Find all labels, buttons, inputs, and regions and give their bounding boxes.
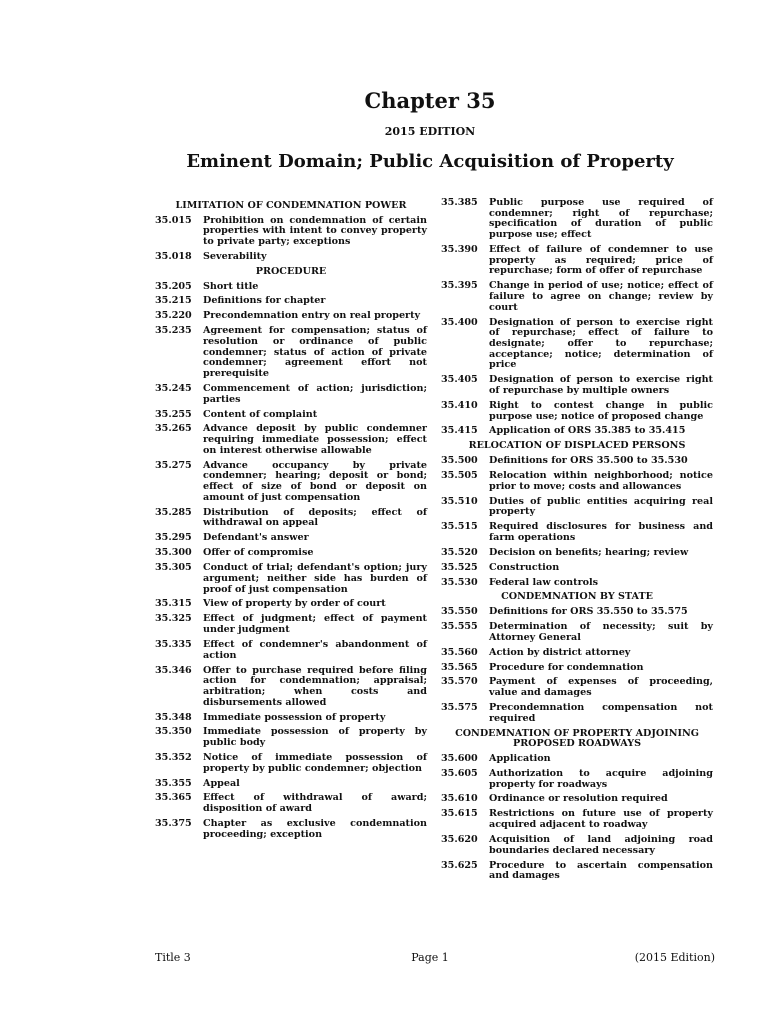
section-number: 35.365 bbox=[155, 792, 192, 804]
section-number: 35.390 bbox=[441, 244, 478, 255]
section-number: 35.346 bbox=[155, 664, 192, 676]
section-title: Restrictions on future use of property acquired adjacent to roadway bbox=[489, 808, 713, 831]
toc-entry bbox=[441, 426, 713, 437]
section-title: Procedure for condemnation bbox=[489, 661, 644, 673]
section-number: 35.295 bbox=[155, 532, 192, 544]
section-number: 35.615 bbox=[441, 808, 478, 820]
section-number: 35.305 bbox=[155, 562, 192, 574]
section-number: 35.505 bbox=[441, 469, 478, 481]
right-column bbox=[441, 198, 713, 886]
left-column bbox=[155, 198, 427, 845]
section-title: Duties of public entities acquiring real property bbox=[489, 495, 713, 518]
footer-page: Page 1 bbox=[411, 951, 449, 964]
section-title: Advance occupancy by private condemner; hearing; deposit or bond; effect of size of bond or deposit on amount of just compensation bbox=[203, 459, 427, 503]
toc-entry bbox=[155, 753, 427, 774]
section-title: Short title bbox=[203, 280, 259, 292]
toc-entry bbox=[155, 461, 427, 504]
section-title: Chapter as exclusive condemnation proceeding; exception bbox=[203, 818, 427, 840]
section-title: Decision on benefits; hearing; review bbox=[489, 546, 689, 558]
section-number: 35.515 bbox=[441, 521, 478, 533]
toc-entry bbox=[155, 424, 427, 456]
section-number: 35.275 bbox=[155, 459, 192, 471]
section-title: Definitions for ORS 35.550 to 35.575 bbox=[489, 606, 688, 618]
toc-entry bbox=[155, 563, 427, 595]
toc-entry bbox=[441, 835, 713, 856]
toc-entry bbox=[441, 677, 713, 698]
toc-entry bbox=[155, 326, 427, 380]
section-number: 35.300 bbox=[155, 547, 192, 559]
toc-entry bbox=[441, 794, 713, 805]
section-number: 35.375 bbox=[155, 818, 192, 830]
section-title: Offer of compromise bbox=[203, 547, 314, 559]
section-number: 35.550 bbox=[441, 606, 478, 618]
section-title: Conduct of trial; defendant's option; jury argument; neither side has burden of proof of just compensation bbox=[203, 562, 427, 595]
toc-entry bbox=[155, 727, 427, 748]
section-heading: CONDEMNATION BY STATE bbox=[501, 591, 653, 603]
toc-entry bbox=[155, 252, 427, 263]
section-number: 35.575 bbox=[441, 701, 478, 713]
toc-entry bbox=[441, 563, 713, 574]
section-title: Advance deposit by public condemner requiring immediate possession; effect on interest otherwise allowable bbox=[203, 423, 427, 456]
section-title: Ordinance or resolution required bbox=[489, 793, 668, 805]
toc-entry bbox=[155, 640, 427, 661]
section-number: 35.352 bbox=[155, 751, 192, 763]
section-number: 35.500 bbox=[441, 455, 478, 467]
section-heading: RELOCATION OF DISPLACED PERSONS bbox=[468, 440, 686, 452]
section-number: 35.385 bbox=[441, 197, 478, 208]
edition-label: 2015 EDITION bbox=[384, 125, 476, 138]
section-number: 35.620 bbox=[441, 833, 478, 845]
toc-entry bbox=[441, 375, 713, 396]
toc-entry bbox=[155, 793, 427, 814]
toc-entry bbox=[155, 713, 427, 724]
section-title: Construction bbox=[489, 561, 560, 573]
section-title: View of property by order of court bbox=[203, 598, 386, 610]
footer-title: Title 3 bbox=[155, 951, 191, 964]
section-title: Required disclosures for business and farm operations bbox=[489, 521, 713, 543]
section-number: 35.410 bbox=[441, 399, 478, 411]
section-number: 35.235 bbox=[155, 325, 192, 337]
section-title: Notice of immediate possession of property by public condemner; objection bbox=[203, 751, 427, 774]
section-title: Prohibition on condemnation of certain properties with intent to convey property to private party; exceptions bbox=[203, 214, 427, 248]
toc-entry bbox=[441, 548, 713, 559]
toc-entry bbox=[441, 622, 713, 643]
section-title: Designation of person to exercise right of repurchase; effect of failure to designate; offer to repurchase; acceptance; notice; determination of price bbox=[489, 316, 713, 371]
toc-entry bbox=[441, 809, 713, 830]
toc-entry bbox=[441, 703, 713, 724]
toc-entry bbox=[441, 663, 713, 674]
toc-entry bbox=[441, 281, 713, 313]
section-number: 35.285 bbox=[155, 506, 192, 518]
toc-entry bbox=[155, 296, 427, 307]
section-title: Precondemnation compensation not required bbox=[489, 701, 713, 724]
section-title: Authorization to acquire adjoining property for roadways bbox=[489, 767, 713, 790]
section-title: Application of ORS 35.385 to 35.415 bbox=[489, 425, 686, 437]
toc-entry bbox=[155, 508, 427, 529]
toc-entry bbox=[441, 198, 713, 241]
toc-entry bbox=[155, 311, 427, 322]
section-title: Effect of condemner's abandonment of action bbox=[203, 638, 427, 661]
toc-entry bbox=[441, 607, 713, 618]
footer-edition: (2015 Edition) bbox=[634, 951, 715, 964]
section-number: 35.018 bbox=[155, 251, 192, 262]
section-number: 35.525 bbox=[441, 561, 478, 573]
section-title: Application bbox=[489, 752, 551, 764]
toc-entry bbox=[441, 861, 713, 882]
section-title: Definitions for chapter bbox=[203, 295, 326, 307]
section-title: Payment of expenses of proceeding, value and damages bbox=[489, 676, 713, 699]
toc-entry bbox=[155, 779, 427, 790]
toc-entry bbox=[155, 819, 427, 840]
section-number: 35.245 bbox=[155, 382, 192, 394]
toc-entry bbox=[441, 522, 713, 543]
section-number: 35.395 bbox=[441, 280, 478, 292]
section-number: 35.600 bbox=[441, 752, 478, 764]
section-number: 35.315 bbox=[155, 598, 192, 610]
section-number: 35.255 bbox=[155, 408, 192, 420]
section-title: Federal law controls bbox=[489, 576, 599, 588]
section-number: 35.335 bbox=[155, 638, 192, 650]
toc-entry bbox=[441, 456, 713, 467]
chapter-heading: Chapter 35 bbox=[364, 88, 496, 113]
toc-entry bbox=[155, 282, 427, 293]
toc-entry bbox=[155, 666, 427, 709]
section-number: 35.348 bbox=[155, 711, 192, 723]
section-heading: PROCEDURE bbox=[255, 265, 327, 277]
section-title: Appeal bbox=[203, 777, 240, 789]
toc-entry bbox=[155, 216, 427, 248]
section-number: 35.520 bbox=[441, 546, 478, 558]
section-title: Definitions for ORS 35.500 to 35.530 bbox=[489, 455, 688, 467]
section-number: 35.355 bbox=[155, 777, 192, 789]
toc-entry bbox=[441, 318, 713, 372]
section-number: 35.560 bbox=[441, 646, 478, 658]
section-number: 35.605 bbox=[441, 767, 478, 779]
section-number: 35.205 bbox=[155, 280, 192, 292]
section-title: Commencement of action; jurisdiction; parties bbox=[203, 382, 427, 405]
section-title: Agreement for compensation; status of resolution or ordinance of public condemner; status of action of private condemner; agreement effort not prerequisite bbox=[203, 325, 427, 380]
section-title: Severability bbox=[203, 251, 267, 262]
section-title: Effect of judgment; effect of payment under judgment bbox=[203, 613, 427, 636]
section-heading: LIMITATION OF CONDEMNATION POWER bbox=[175, 200, 407, 211]
section-title: Content of complaint bbox=[203, 408, 318, 420]
section-title: Offer to purchase required before filing action for condemnation; appraisal; arbitration; when costs and disbursements allowed bbox=[203, 664, 427, 708]
section-number: 35.415 bbox=[441, 425, 478, 437]
section-number: 35.555 bbox=[441, 621, 478, 633]
section-heading: CONDEMNATION OF PROPERTY ADJOINING PROPOSED ROADWAYS bbox=[455, 727, 699, 750]
section-title: Precondemnation entry on real property bbox=[203, 310, 421, 322]
section-title: Change in period of use; notice; effect of failure to agree on change; review by court bbox=[489, 280, 713, 313]
toc-entry bbox=[441, 401, 713, 422]
section-number: 35.220 bbox=[155, 310, 192, 322]
toc-entry bbox=[155, 599, 427, 610]
section-number: 35.215 bbox=[155, 295, 192, 307]
chapter-title: Eminent Domain; Public Acquisition of Property bbox=[186, 151, 674, 172]
section-number: 35.565 bbox=[441, 661, 478, 673]
section-number: 35.400 bbox=[441, 316, 478, 328]
section-title: Acquisition of land adjoining road boundaries declared necessary bbox=[489, 833, 713, 856]
section-number: 35.350 bbox=[155, 726, 192, 738]
section-title: Action by district attorney bbox=[489, 646, 631, 658]
toc-entry bbox=[155, 614, 427, 635]
section-title: Designation of person to exercise right of repurchase by multiple owners bbox=[489, 374, 713, 396]
section-title: Relocation within neighborhood; notice prior to move; costs and allowances bbox=[489, 469, 713, 492]
section-title: Effect of failure of condemner to use property as required; price of repurchase; form of offer of repurchase bbox=[489, 244, 713, 277]
section-number: 35.405 bbox=[441, 374, 478, 386]
toc-entry bbox=[441, 471, 713, 492]
section-title: Right to contest change in public purpose use; notice of proposed change bbox=[489, 399, 713, 422]
section-number: 35.510 bbox=[441, 495, 478, 507]
toc-entry bbox=[441, 578, 713, 589]
section-number: 35.610 bbox=[441, 793, 478, 805]
toc-entry bbox=[155, 384, 427, 405]
section-number: 35.530 bbox=[441, 576, 478, 588]
section-title: Determination of necessity; suit by Attorney General bbox=[489, 621, 713, 643]
toc-entry bbox=[441, 754, 713, 765]
toc-entry bbox=[441, 769, 713, 790]
section-title: Immediate possession of property bbox=[203, 711, 386, 723]
toc-entry bbox=[441, 497, 713, 518]
section-number: 35.325 bbox=[155, 613, 192, 625]
toc-entry bbox=[155, 410, 427, 421]
toc-entry bbox=[441, 245, 713, 277]
section-title: Effect of withdrawal of award; disposition of award bbox=[203, 792, 427, 815]
section-number: 35.015 bbox=[155, 214, 192, 226]
section-title: Defendant's answer bbox=[203, 532, 309, 544]
section-number: 35.265 bbox=[155, 423, 192, 435]
section-number: 35.570 bbox=[441, 676, 478, 688]
toc-entry bbox=[155, 533, 427, 544]
section-number: 35.625 bbox=[441, 859, 478, 871]
section-title: Distribution of deposits; effect of withdrawal on appeal bbox=[203, 506, 427, 529]
toc-entry bbox=[155, 548, 427, 559]
section-title: Immediate possession of property by public body bbox=[203, 726, 427, 749]
section-title: Public purpose use required of condemner; right of repurchase; specification of duration of public purpose use; effect bbox=[489, 197, 713, 241]
toc-entry bbox=[441, 648, 713, 659]
section-title: Procedure to ascertain compensation and damages bbox=[489, 859, 713, 882]
